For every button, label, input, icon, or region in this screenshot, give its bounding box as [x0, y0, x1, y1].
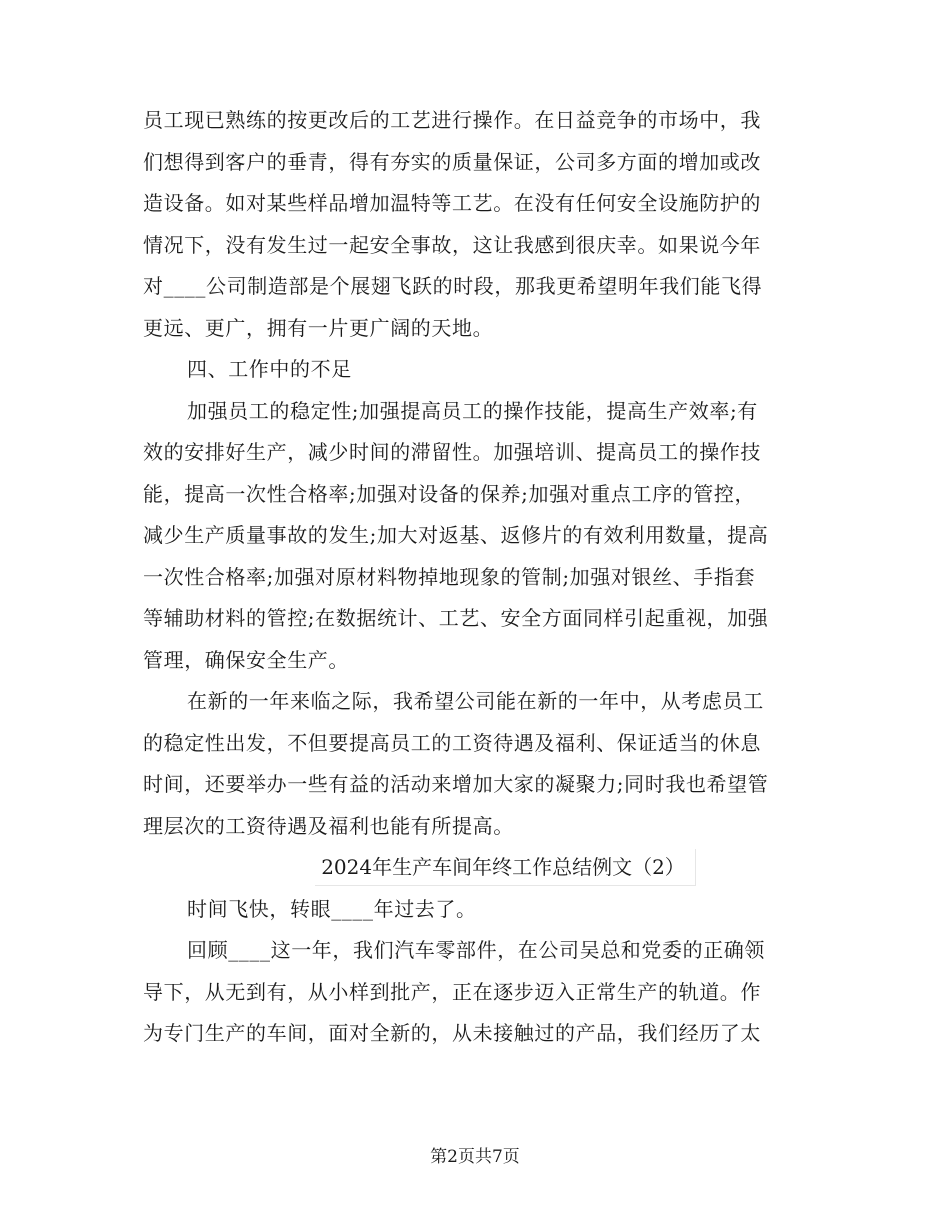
text-line: 造设备。如对某些样品增加温特等工艺。在没有任何安全设施防护的	[143, 191, 761, 215]
text-line: 加强员工的稳定性;加强提高员工的操作技能，提高生产效率;有	[187, 398, 758, 423]
text-line: 对____公司制造部是个展翅飞跃的时段，那我更希望明年我们能飞得	[143, 274, 763, 298]
text-line: 管理，确保安全生产。	[143, 647, 349, 672]
text-line: 理层次的工资待遇及福利也能有所提高。	[143, 813, 514, 838]
text-line: 能，提高一次性合格率;加强对设备的保养;加强对重点工序的管控，	[143, 481, 756, 506]
text-line: 时间飞快，转眼____年过去了。	[187, 896, 477, 921]
paragraph-3	[143, 681, 808, 847]
text-line: 员工现已熟练的按更改后的工艺进行操作。在日益竞争的市场中，我	[143, 108, 761, 132]
section-heading-4: 四、工作中的不足	[187, 357, 352, 381]
section-title-row	[143, 847, 808, 889]
text-line: 在新的一年来临之际，我希望公司能在新的一年中，从考虑员工	[187, 689, 764, 713]
paragraph-2	[143, 391, 808, 682]
text-line: 减少生产质量事故的发生;加大对返基、返修片的有效利用数量，提高	[143, 523, 769, 547]
paragraph-1	[143, 100, 808, 349]
text-line: 更远、更广，拥有一片更广阔的天地。	[143, 315, 494, 340]
paragraph-5	[143, 930, 808, 1055]
paragraph-4	[143, 889, 808, 931]
document-body	[143, 100, 808, 1055]
text-line: 们想得到客户的垂青，得有夯实的质量保证，公司多方面的增加或改	[143, 149, 761, 174]
text-line: 一次性合格率;加强对原材料物掉地现象的管制;加强对银丝、手指套	[143, 564, 756, 589]
text-line: 情况下，没有发生过一起安全事故，这让我感到很庆幸。如果说今年	[143, 232, 761, 257]
text-line: 时间，还要举办一些有益的活动来增加大家的凝聚力;同时我也希望管	[143, 772, 769, 796]
text-line: 的稳定性出发，不但要提高员工的工资待遇及福利、保证适当的休息	[143, 730, 761, 755]
text-line: 回顾____这一年，我们汽车零部件，在公司吴总和党委的正确领	[187, 938, 765, 962]
page-number: 第2页共7页	[430, 1147, 520, 1167]
text-line: 效的安排好生产，减少时间的滞留性。加强培训、提高员工的操作技	[143, 440, 761, 464]
text-line: 等辅助材料的管控;在数据统计、工艺、安全方面同样引起重视，加强	[143, 606, 769, 630]
text-line: 为专门生产的车间，面对全新的，从未接触过的产品，我们经历了太	[143, 1021, 761, 1045]
text-line: 导下，从无到有，从小样到批产，正在逐步迈入正常生产的轨道。作	[143, 979, 761, 1004]
section-title: 2024年生产车间年终工作总结例文（2）	[315, 849, 696, 886]
